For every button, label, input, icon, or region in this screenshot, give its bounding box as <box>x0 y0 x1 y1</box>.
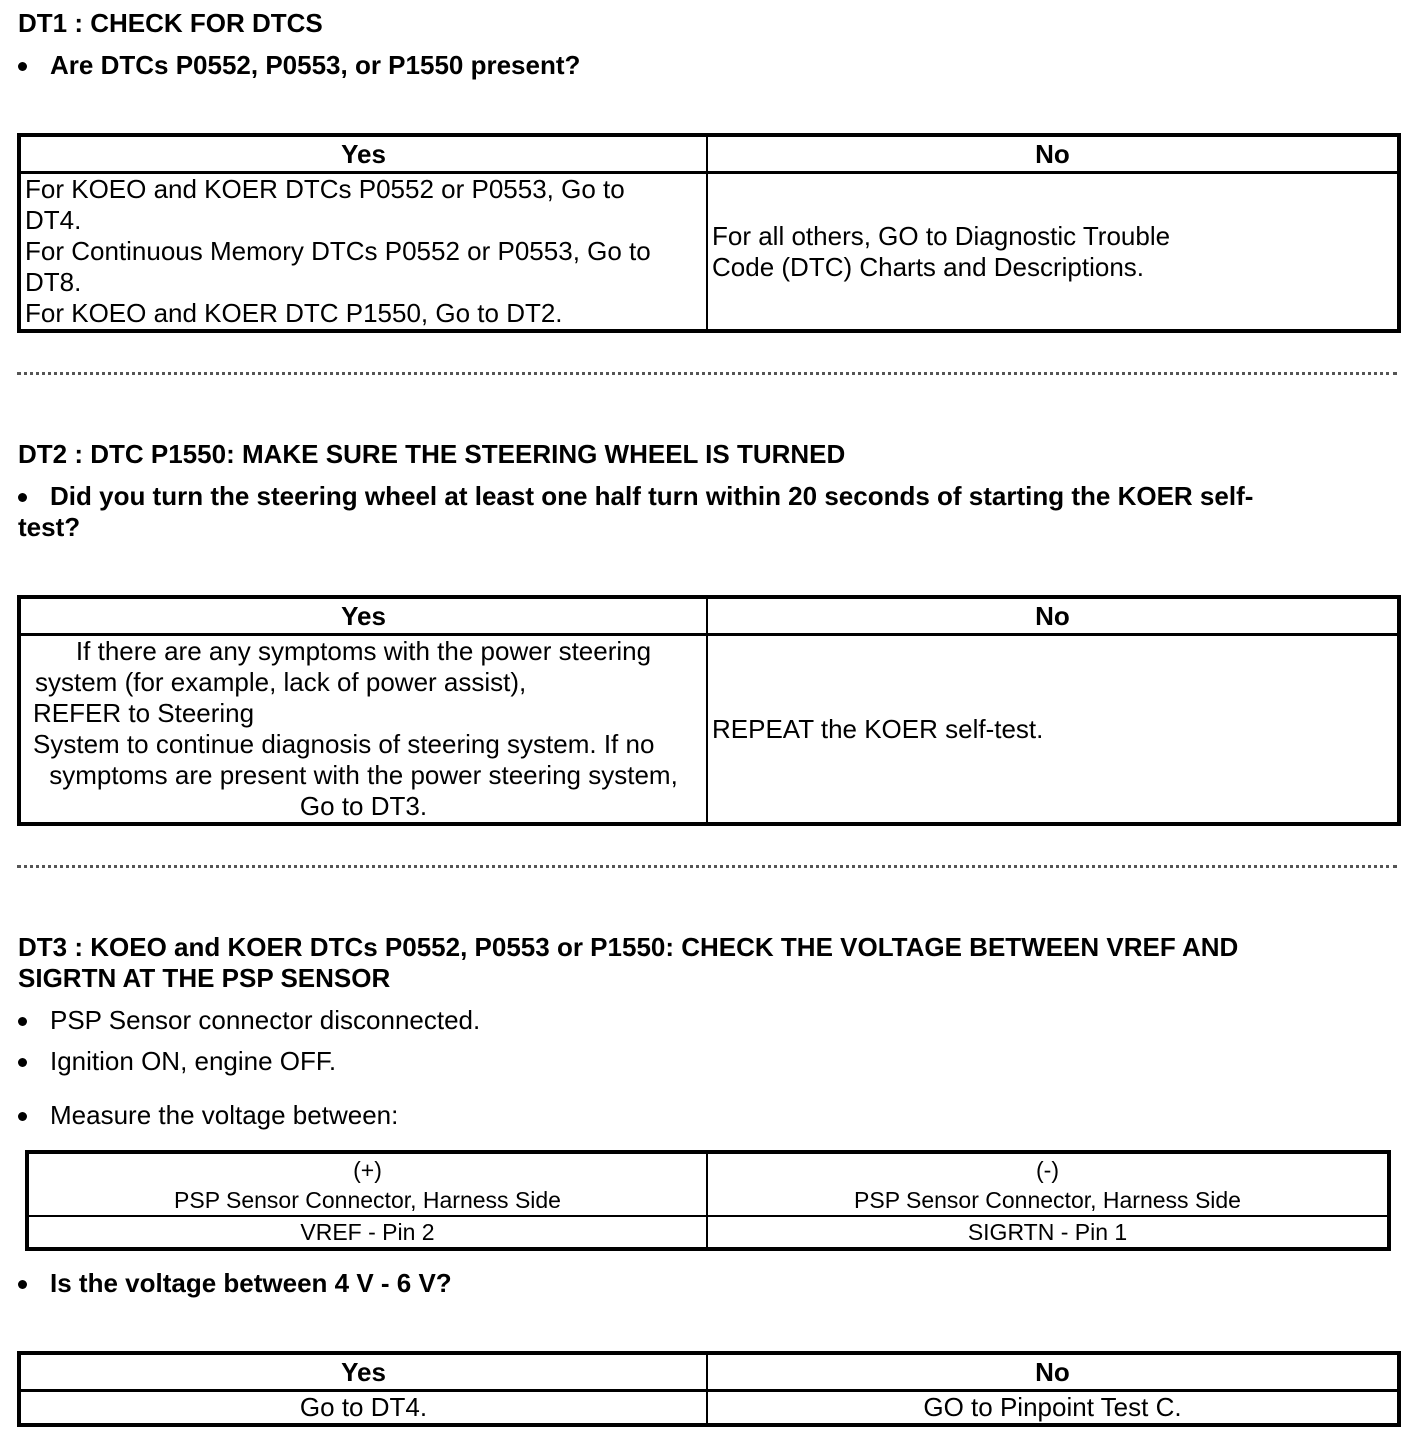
dt2-yes-line: System to continue diagnosis of steering system. If no <box>33 729 655 759</box>
section-divider <box>17 865 1397 868</box>
dt1-no-line: Code (DTC) Charts and Descriptions. <box>712 251 1145 282</box>
dt1-answer-table <box>17 133 1401 333</box>
dt3-title-line1: DT3 : KOEO and KOER DTCs P0552, P0553 or P1550: CHECK THE VOLTAGE BETWEEN VREF AND <box>18 932 1239 962</box>
dt2-yes-header: Yes <box>19 597 707 635</box>
measure-negative-header <box>707 1152 1389 1216</box>
bullet-icon <box>18 62 27 71</box>
bullet-icon <box>18 1112 27 1121</box>
dt2-no-cell: REPEAT the KOER self-test. <box>707 635 1399 825</box>
bullet-icon <box>18 1017 27 1026</box>
dt2-yes-line: system (for example, lack of power assist), <box>35 667 527 697</box>
dt2-yes-line: symptoms are present with the power steering system, <box>49 760 678 790</box>
dt2-yes-cell <box>19 635 707 825</box>
dt1-yes-cell <box>19 173 707 332</box>
dt2-yes-line: Go to DT3. <box>299 791 428 821</box>
dt3-question-text: Is the voltage between 4 V - 6 V? <box>50 1268 452 1298</box>
dt2-title: DT2 : DTC P1550: MAKE SURE THE STEERING WHEEL IS TURNED <box>18 439 846 469</box>
section-divider <box>17 372 1397 375</box>
dt1-yes-line: For KOEO and KOER DTC P1550, Go to DT2. <box>25 298 563 328</box>
dt3-step-text: Ignition ON, engine OFF. <box>50 1046 337 1076</box>
dt3-step-text: Measure the voltage between: <box>50 1100 399 1130</box>
measure-negative-label: (-) <box>1036 1156 1059 1183</box>
dt1-yes-line: For Continuous Memory DTCs P0552 or P0553, Go to <box>25 236 651 266</box>
dt3-no-cell: GO to Pinpoint Test C. <box>707 1391 1399 1426</box>
dt1-yes-header: Yes <box>19 135 707 173</box>
dt2-question <box>18 481 1398 543</box>
measure-positive-label: (+) <box>353 1156 382 1183</box>
dt2-yes-line: REFER to Steering <box>33 698 255 728</box>
measure-negative-desc: PSP Sensor Connector, Harness Side <box>854 1186 1241 1213</box>
dt1-title: DT1 : CHECK FOR DTCS <box>18 8 323 38</box>
dt1-yes-line: DT8. <box>25 267 82 297</box>
dt3-answer-table <box>17 1351 1401 1427</box>
dt3-yes-cell: Go to DT4. <box>19 1391 707 1426</box>
dt1-yes-line: For KOEO and KOER DTCs P0552 or P0553, Go to <box>25 174 625 204</box>
dt2-question-line2: test? <box>18 512 81 542</box>
measure-positive-pin: VREF - Pin 2 <box>27 1216 707 1249</box>
dt3-title <box>18 932 1238 994</box>
dt1-yes-line: DT4. <box>25 205 82 235</box>
measure-positive-header <box>27 1152 707 1216</box>
measure-positive-desc: PSP Sensor Connector, Harness Side <box>174 1186 561 1213</box>
dt2-answer-table <box>17 595 1401 826</box>
bullet-icon <box>18 1058 27 1067</box>
dt3-step-text: PSP Sensor connector disconnected. <box>50 1005 481 1035</box>
bullet-icon <box>18 493 27 502</box>
dt1-no-cell <box>707 173 1399 332</box>
dt3-measure-table <box>25 1150 1391 1251</box>
bullet-icon <box>18 1280 27 1289</box>
dt2-no-header: No <box>707 597 1399 635</box>
measure-negative-pin: SIGRTN - Pin 1 <box>707 1216 1389 1249</box>
dt3-no-header: No <box>707 1353 1399 1391</box>
dt3-yes-header: Yes <box>19 1353 707 1391</box>
dt1-question-text: Are DTCs P0552, P0553, or P1550 present? <box>50 50 581 80</box>
dt2-yes-line: If there are any symptoms with the power steering <box>75 636 652 666</box>
dt2-question-line1: Did you turn the steering wheel at least one half turn within 20 seconds of starting the KOER self- <box>50 481 1254 511</box>
dt1-no-line: For all others, GO to Diagnostic Trouble <box>712 220 1171 251</box>
dt1-no-header: No <box>707 135 1399 173</box>
dt3-title-line2: SIGRTN AT THE PSP SENSOR <box>18 963 391 993</box>
